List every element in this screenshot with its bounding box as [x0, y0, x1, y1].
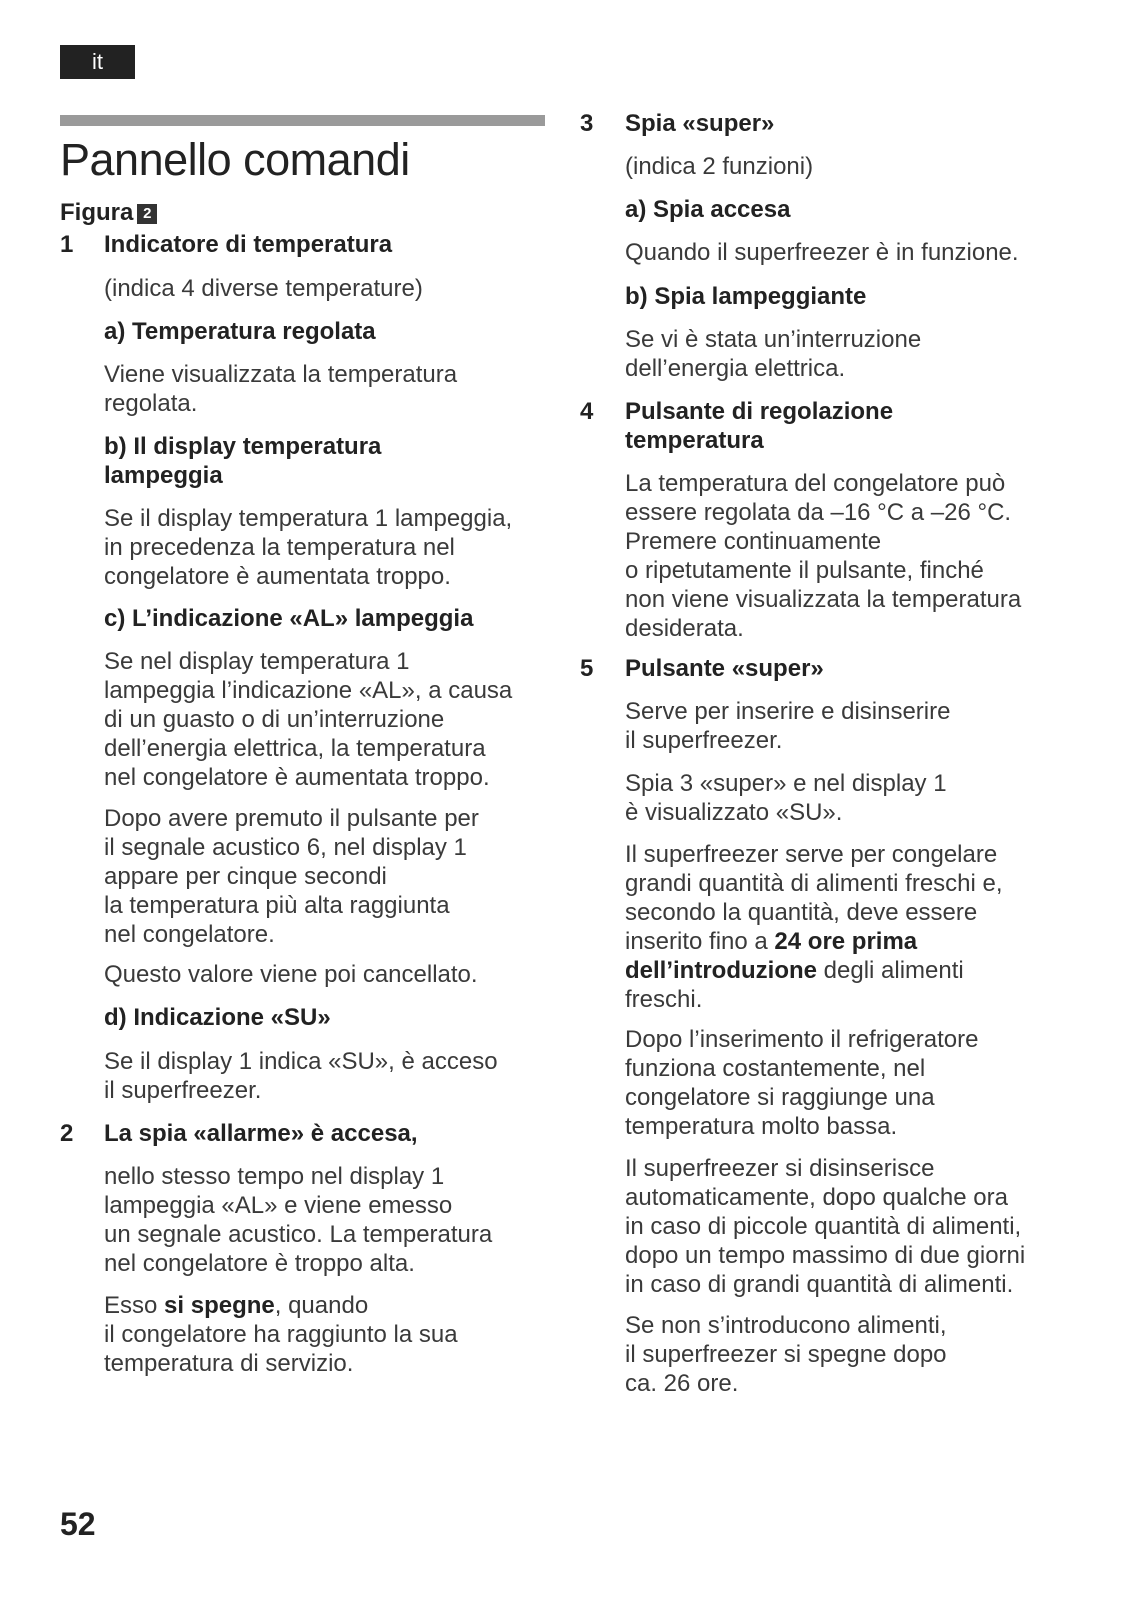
item-5-text-6 [625, 1311, 947, 1398]
text-line: Se vi è stata un’interruzione [625, 326, 922, 353]
text-line: lampeggia «AL» e viene emesso [104, 1192, 453, 1219]
item-number-1: 1 [60, 231, 74, 258]
item-2-text-2 [104, 1291, 458, 1378]
item-4-text [625, 469, 1021, 643]
text-line: un segnale acustico. La temperatura [104, 1221, 493, 1248]
text-line: Dopo avere premuto il pulsante per [104, 805, 479, 832]
text-line: il superfreezer. [625, 727, 783, 754]
text-line: congelatore è aumentata troppo. [104, 563, 451, 590]
text-line: ca. 26 ore. [625, 1370, 739, 1397]
item-3a-heading: a) Spia accesa [625, 196, 791, 223]
text-line: nel congelatore. [104, 921, 275, 948]
language-tab: it [60, 45, 135, 79]
text-line: congelatore si raggiunge una [625, 1084, 935, 1111]
page-number: 52 [60, 1506, 96, 1542]
text-run: degli alimenti [817, 957, 964, 984]
text-line: La temperatura del congelatore può [625, 470, 1006, 497]
text-line: Il superfreezer si disinserisce [625, 1155, 935, 1182]
figure-number-badge: 2 [137, 204, 157, 224]
figure-label: Figura [60, 199, 134, 226]
item-5-text-2 [625, 769, 947, 827]
text-line: temperatura di servizio. [104, 1350, 354, 1377]
item-number-3: 3 [580, 110, 594, 137]
text-line: o ripetutamente il pulsante, finché [625, 557, 984, 584]
text-line: b) Il display temperatura [104, 433, 382, 460]
text-line: desiderata. [625, 615, 744, 642]
text-line: di un guasto o di un’interruzione [104, 706, 445, 733]
text-line: dell’energia elettrica. [625, 355, 846, 382]
item-5-heading: Pulsante «super» [625, 655, 824, 682]
text-line: Spia 3 «super» e nel display 1 [625, 770, 947, 797]
text-line: dell’energia elettrica, la temperatura [104, 735, 486, 762]
text-line: nel congelatore è aumentata troppo. [104, 764, 490, 791]
item-1c-text-3: Questo valore viene poi cancellato. [104, 961, 478, 988]
text-line: Se nel display temperatura 1 [104, 648, 410, 675]
text-line: freschi. [625, 986, 703, 1013]
text-line: regolata. [104, 390, 198, 417]
text-line: Se non s’introducono alimenti, [625, 1312, 947, 1339]
item-number-2: 2 [60, 1120, 74, 1147]
text-line: Pulsante di regolazione [625, 398, 894, 425]
item-1-text: (indica 4 diverse temperature) [104, 275, 423, 302]
text-line [625, 927, 1003, 956]
item-3-text: (indica 2 funzioni) [625, 153, 814, 180]
text-line: il superfreezer. [104, 1077, 262, 1104]
text-run: , quando [274, 1292, 369, 1319]
text-line: nello stesso tempo nel display 1 [104, 1163, 445, 1190]
item-number-4: 4 [580, 398, 594, 425]
text-line: Il superfreezer serve per congelare [625, 841, 998, 868]
text-line: essere regolata da –16 °C a –26 °C. [625, 499, 1012, 526]
item-1c-text [104, 647, 512, 792]
emphasis: si spegne [164, 1292, 275, 1319]
text-line: la temperatura più alta raggiunta [104, 892, 450, 919]
text-line: il congelatore ha raggiunto la sua [104, 1321, 458, 1348]
item-3b-text [625, 325, 921, 383]
text-run: Esso [104, 1292, 165, 1319]
text-line: è visualizzato «SU». [625, 799, 843, 826]
item-3b-heading: b) Spia lampeggiante [625, 283, 867, 310]
text-line: funziona costantemente, nel [625, 1055, 926, 1082]
text-line: temperatura molto bassa. [625, 1113, 898, 1140]
item-5-text-3 [625, 840, 1003, 1014]
text-line: Serve per inserire e disinserire [625, 698, 951, 725]
text-line: automaticamente, dopo qualche ora [625, 1184, 1008, 1211]
item-1c-text-2 [104, 804, 479, 949]
item-5-text-5 [625, 1154, 1025, 1299]
text-line: in caso di piccole quantità di alimenti, [625, 1213, 1022, 1240]
text-line: Dopo l’inserimento il refrigeratore [625, 1026, 979, 1053]
text-line: temperatura [625, 427, 764, 454]
item-1c-heading: c) L’indicazione «AL» lampeggia [104, 605, 474, 632]
text-line: Se il display 1 indica «SU», è acceso [104, 1048, 498, 1075]
item-4-heading [625, 397, 893, 455]
item-number-5: 5 [580, 655, 594, 682]
text-line: il segnale acustico 6, nel display 1 [104, 834, 467, 861]
text-line: Premere continuamente [625, 528, 882, 555]
text-line: in precedenza la temperatura nel [104, 534, 455, 561]
text-run: inserito fino a [625, 928, 775, 955]
item-2-heading: La spia «allarme» è accesa, [104, 1120, 418, 1147]
text-line: grandi quantità di alimenti freschi e, [625, 870, 1003, 897]
item-3a-text: Quando il superfreezer è in funzione. [625, 239, 1019, 266]
text-line [625, 956, 1003, 985]
emphasis: 24 ore prima [774, 928, 918, 955]
item-1d-text [104, 1047, 498, 1105]
text-line: in caso di grandi quantità di alimenti. [625, 1271, 1014, 1298]
text-line: il superfreezer si spegne dopo [625, 1341, 947, 1368]
item-2-text [104, 1162, 492, 1278]
item-5-text-4 [625, 1025, 978, 1141]
item-1b-heading [104, 432, 381, 490]
text-line: appare per cinque secondi [104, 863, 387, 890]
text-line: Se il display temperatura 1 lampeggia, [104, 505, 513, 532]
text-line: secondo la quantità, deve essere [625, 899, 978, 926]
text-line: nel congelatore è troppo alta. [104, 1250, 415, 1277]
item-1-heading: Indicatore di temperatura [104, 231, 393, 258]
item-1d-heading: d) Indicazione «SU» [104, 1004, 331, 1031]
emphasis: dell’introduzione [625, 957, 817, 984]
item-3-heading: Spia «super» [625, 110, 775, 137]
figure-reference [60, 198, 157, 227]
text-line: lampeggia [104, 462, 223, 489]
text-line [104, 1291, 458, 1320]
text-line: lampeggia l’indicazione «AL», a causa [104, 677, 513, 704]
item-1a-heading: a) Temperatura regolata [104, 318, 376, 345]
title-rule [60, 115, 545, 126]
text-line: Viene visualizzata la temperatura [104, 361, 458, 388]
text-line: non viene visualizzata la temperatura [625, 586, 1022, 613]
item-5-text [625, 697, 950, 755]
item-1a-text [104, 360, 457, 418]
item-1b-text [104, 504, 512, 591]
text-line: dopo un tempo massimo di due giorni [625, 1242, 1026, 1269]
page-title: Pannello comandi [60, 134, 410, 185]
